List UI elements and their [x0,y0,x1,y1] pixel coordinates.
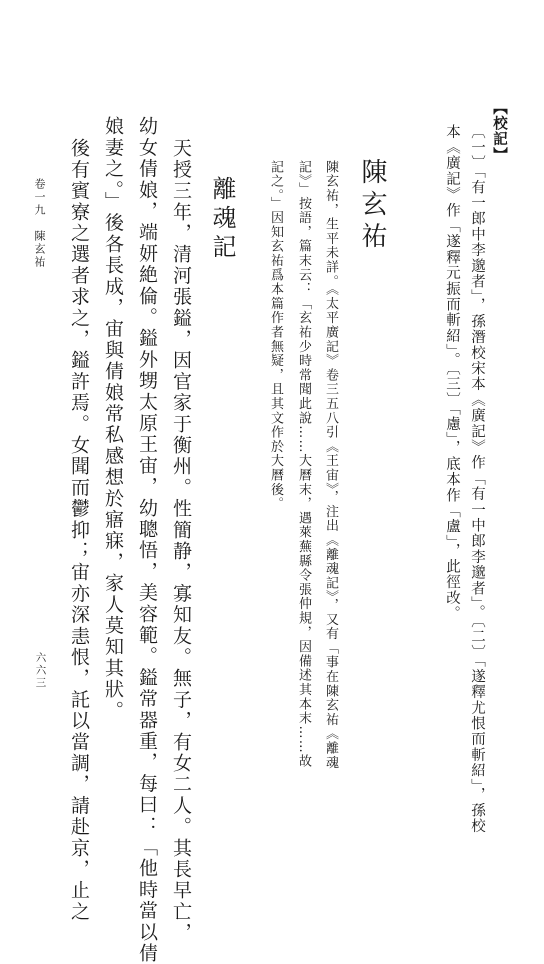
collation-note-line-2: 本《廣記》作「遂釋元振而斬紹」。〔三〕「慮」，底本作「盧」，此徑改。 [444,124,460,622]
author-bio-line-3: 記之。」因知玄祐爲本篇作者無疑，且其文作於大曆後。 [268,160,283,511]
author-title: 陳玄祐 [357,158,387,254]
author-bio-line-2: 記》」按語，篇末云：「玄祐少時常聞此說……大曆末，遇萊蕪縣令張仲規，因備述其本末……故 [296,160,311,769]
story-line-3: 娘妻之。」後各長成，宙與倩娘常私感想於寤寐，家人莫知其狀。 [102,116,124,722]
running-header: 卷一九 陳玄祐 [33,178,46,269]
story-title: 離魂記 [208,176,236,263]
story-line-2: 幼女倩娘，端妍絶倫。鎰外甥太原王宙，幼聰悟，美容範。鎰常器重，每曰：「他時當以倩 [136,116,158,964]
author-bio-line-1: 陳玄祐，生平未詳。《太平廣記》卷三五八引《王宙》，注出《離魂記》，又有「事在陳玄祐《離魂 [323,160,338,770]
story-line-4: 後有賓寮之選者求之，鎰許焉。女聞而鬱抑；宙亦深恚恨，託以當調，請赴京，止之 [68,138,90,923]
collation-note-line-1: 〔一〕「有一郎中李邈者」，孫潛校宋本《廣記》作「有一中郎李邈者」。〔二〕「遂釋尤恨而斬紹」，孫校 [469,124,485,835]
page-number: 六六三 [34,652,47,690]
section-heading: 【校記】 [491,100,508,163]
story-line-1: 天授三年，清河張鎰，因官家于衡州。性簡静，寡知友。無子，有女二人。其長早亡， [170,138,192,944]
